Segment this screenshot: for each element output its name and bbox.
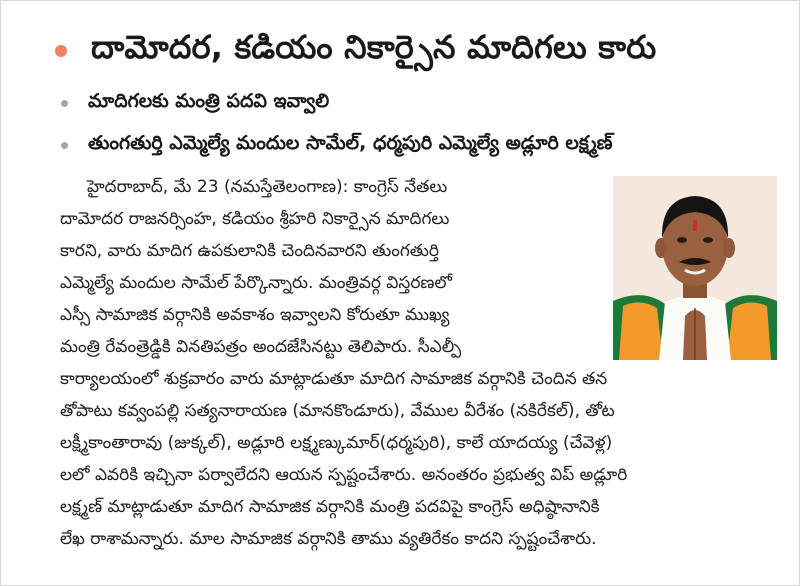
article-line: లలో ఎవరికి ఇచ్చినా పర్వాలేదని ఆయన స్పష్టంచేశారు. అనంతరం ప్రభుత్వ విప్ అడ్లూరి (60, 465, 628, 485)
article-line: తోపాటు కవ్వంపల్లి సత్యనారాయణ (మానకొండూరు), వేముల వీరేశం (నకిరేకల్), తోట (60, 401, 615, 421)
headline-bullet-icon (55, 45, 67, 57)
article-line: లక్ష్మీకాంతారావు (జుక్కల్), అడ్లూరి లక్ష్మణ్కుమార్(ధర్మపురి), కాలే యాదయ్య (చేవెళ్ల) (60, 433, 613, 453)
article-line: కారని, వారు మాదిగ ఉపకులానికి చెందినవారని తుంగతుర్తి (60, 241, 439, 261)
article-line: ఎస్సీ సామాజిక వర్గానికి అవకాశం ఇవ్వాలని కోరుతూ ముఖ్య (60, 305, 450, 325)
bullet-icon (61, 142, 68, 149)
mla-photo (613, 176, 777, 360)
headline (55, 25, 785, 77)
article-line: లక్ష్మణ్ మాట్లాడుతూ మాదిగ సామాజిక వర్గానికి మంత్రి పదవిపై కాంగ్రెస్ అధిష్ఠానానికి (60, 497, 600, 517)
subheading-text: తుంగతుర్తి ఎమ్మెల్యే మందుల సామేల్, ధర్మపురి ఎమ్మెల్యే అడ్లూరి లక్ష్మణ్ (88, 131, 613, 154)
subheading-text: మాదిగలకు మంత్రి పదవి ఇవ్వాలి (88, 89, 330, 112)
subheading-1 (61, 89, 791, 117)
article-line: హైదరాబాద్, మే 23 (నమస్తేతెలంగాణ): కాంగ్రెస్ నేతలు (87, 177, 448, 197)
article-line: దామోదర రాజనర్సింహ, కడియం శ్రీహరి నికార్సైన మాదిగలు (60, 209, 450, 229)
article-line: ఎమ్మెల్యే మందుల సామేల్ పేర్కొన్నారు. మంత్రివర్గ విస్తరణలో (60, 273, 452, 293)
portrait-illustration (613, 176, 777, 360)
article-line: కార్యాలయంలో శుక్రవారం వారు మాట్లాడుతూ మాదిగ సామాజిక వర్గానికి చెందిన తన (60, 369, 608, 389)
subheading-2 (61, 129, 791, 161)
headline-text: దామోదర, కడియం నికార్సైన మాదిగలు కారు (91, 28, 657, 66)
article-line: మంత్రి రేవంత్రెడ్డికి వినతిపత్రం అందజేసినట్టు తెలిపారు. సీఎల్పీ (60, 337, 462, 357)
article-line: లేఖ రాశామన్నారు. మాల సామాజిక వర్గానికి తాము వ్యతిరేకం కాదని స్పష్టంచేశారు. (60, 529, 597, 549)
bullet-icon (61, 100, 68, 107)
